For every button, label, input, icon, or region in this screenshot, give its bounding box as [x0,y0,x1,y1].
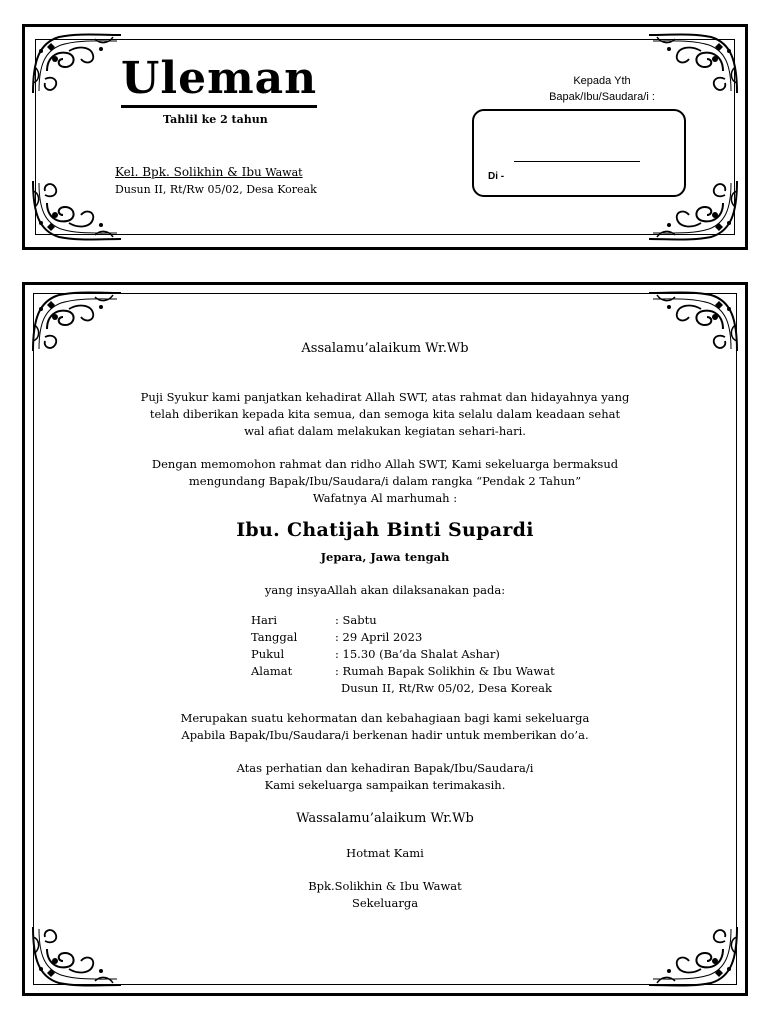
schedule-value: : 29 April 2023 [335,630,423,644]
paragraph-line: Apabila Bapak/Ibu/Saudara/i berkenan hadir untuk memberikan do’a. [181,728,589,742]
regards-label: Hotmat Kami [346,846,424,860]
recipient-line-1: Kepada Yth [573,75,631,87]
closing-greeting: Wassalamu’alaikum Wr.Wb [296,811,474,826]
schedule-value: : 15.30 (Ba’da Shalat Ashar) [335,647,500,661]
deceased-place: Jepara, Jawa tengah [320,550,450,564]
signature-block [55,878,715,912]
sender-address: Dusun II, Rt/Rw 05/02, Desa Koreak [115,183,317,196]
envelope-card [22,24,748,250]
schedule-label: Hari [251,613,278,627]
paragraph-line: Puji Syukur kami panjatkan kehadirat Allah SWT, atas rahmat dan hidayahnya yang [140,390,630,404]
paragraph-line: Atas perhatian dan kehadiran Bapak/Ibu/Saudara/i [236,761,534,775]
corner-ornament-icon [645,923,741,989]
schedule-label: Alamat [251,664,293,678]
corner-ornament-icon [29,923,125,989]
corner-ornament-icon [29,31,125,97]
paragraph-line: Wafatnya Al marhumah : [312,491,458,505]
recipient-line-2: Bapak/Ibu/Saudara/i : [549,91,655,103]
envelope-title: Uleman [121,57,317,108]
invitation-letter-card [22,282,748,996]
paragraph-line: telah diberikan kepada kita semua, dan semoga kita selalu dalam keadaan sehat [149,407,621,421]
deceased-name: Ibu. Chatijah Binti Supardi [236,519,534,541]
event-schedule [251,612,555,697]
recipient-heading [495,73,709,105]
sender-family [115,165,303,179]
paragraph-line: Merupakan suatu kehormatan dan kebahagiaan bagi kami sekeluarga [180,711,590,725]
schedule-intro: yang insyaAllah akan dilaksanakan pada: [264,583,506,597]
paragraph-opening [55,389,715,440]
schedule-row-day [251,612,555,629]
corner-ornament-icon [29,177,125,243]
recipient-address-box [472,109,686,197]
paragraph-invitation [55,456,715,507]
schedule-row-date [251,629,555,646]
schedule-address-continued: Dusun II, Rt/Rw 05/02, Desa Koreak [341,681,552,695]
paragraph-honor [55,710,715,744]
greeting: Assalamu’alaikum Wr.Wb [301,341,469,356]
sender-family-wife: Wawat [261,166,303,179]
paragraph-line: Kami sekeluarga sampaikan terimakasih. [264,778,506,792]
paragraph-line: Dengan memomohon rahmat dan ridho Allah SWT, Kami sekeluarga bermaksud [151,457,619,471]
schedule-row-address [251,663,555,680]
di-label: Di - [488,171,505,182]
recipient-name-line [514,161,640,162]
sender-family-name: Kel. Bpk. Solikhin & Ibu [115,165,262,179]
signature-name: Bpk.Solikhin & Ibu Wawat [308,879,462,893]
schedule-value: : Sabtu [335,613,377,627]
signature-family: Sekeluarga [351,896,419,910]
schedule-label: Pukul [251,647,285,661]
paragraph-line: wal afiat dalam melakukan kegiatan sehari-hari. [244,424,526,438]
schedule-label: Tanggal [251,630,298,644]
envelope-subtitle: Tahlil ke 2 tahun [163,113,268,126]
schedule-value: : Rumah Bapak Solikhin & Ibu Wawat [335,664,555,678]
paragraph-line: mengundang Bapak/Ibu/Saudara/i dalam rangka “Pendak 2 Tahun” [188,474,582,488]
paragraph-thanks [55,760,715,794]
schedule-row-time [251,646,555,663]
